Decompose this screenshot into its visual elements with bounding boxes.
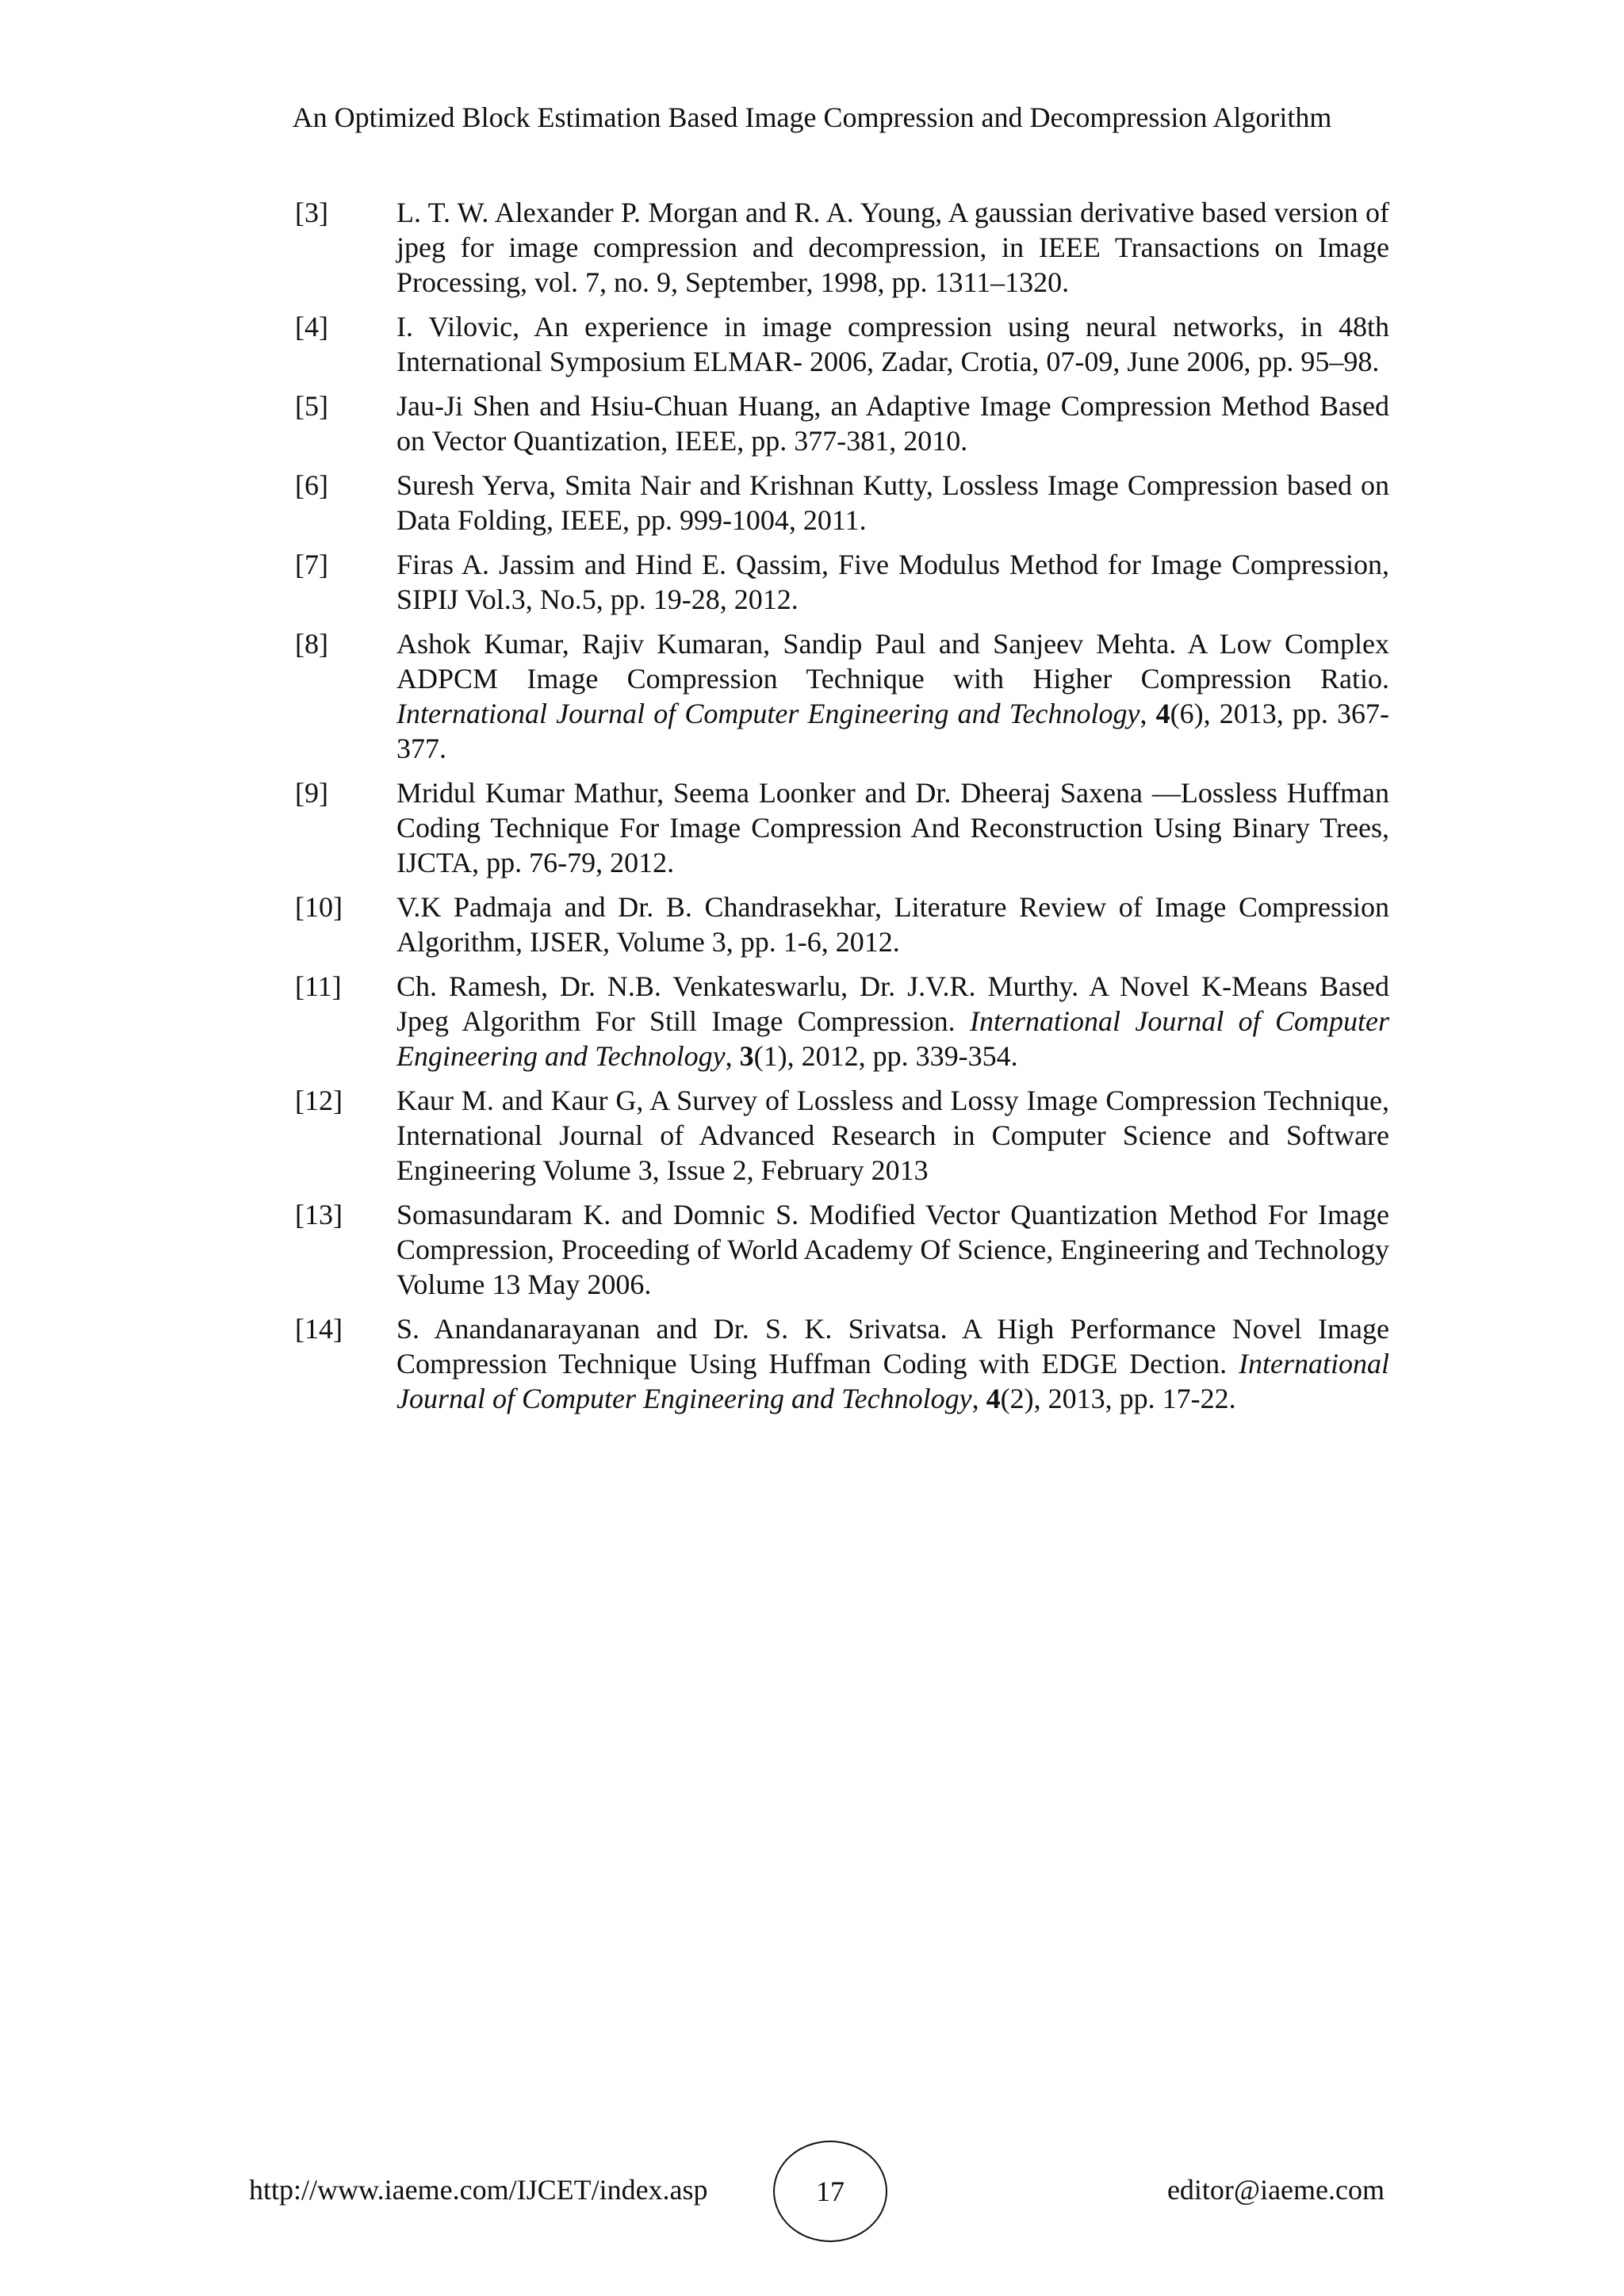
reference-text-segment: S. Anandanarayanan and Dr. S. K. Srivatsa. A High Performance Novel Image Compression Technique Using Huffman Coding with EDGE Dection. xyxy=(396,1313,1389,1380)
reference-text-segment: (1), 2012, pp. 339-354. xyxy=(753,1040,1018,1072)
reference-text-segment: , xyxy=(971,1383,986,1414)
reference-item xyxy=(295,1197,1389,1302)
reference-text-segment: (6), 2013, pp. 367-377. xyxy=(396,698,1390,764)
page-number-badge xyxy=(773,2141,887,2242)
volume-number: 4 xyxy=(1155,698,1170,729)
reference-item xyxy=(295,890,1389,959)
reference-item xyxy=(295,388,1389,458)
page-footer xyxy=(0,2141,1624,2252)
reference-list xyxy=(295,195,1389,1425)
page-number: 17 xyxy=(816,2175,845,2207)
reference-item xyxy=(295,547,1389,617)
reference-number: [6] xyxy=(295,469,328,501)
reference-number: [9] xyxy=(295,777,328,809)
reference-text-segment: Somasundaram K. and Domnic S. Modified Vector Quantization Method For Image Compression, Proceeding of World Academy Of Science, Engineering and Technology Volume 13 May 2006. xyxy=(396,1199,1389,1300)
reference-text-segment: L. T. W. Alexander P. Morgan and R. A. Young, A gaussian derivative based version of jpeg for image compression and decompression, in IEEE Transactions on Image Processing, vol. 7, no. 9, September, 1998, pp. 1311–1320. xyxy=(396,197,1389,298)
reference-text xyxy=(396,1311,1389,1416)
reference-number: [7] xyxy=(295,549,328,580)
footer-email[interactable]: editor@iaeme.com xyxy=(1166,2174,1385,2206)
reference-text-segment: , xyxy=(1139,698,1156,729)
running-header xyxy=(0,98,1624,136)
volume-number: 4 xyxy=(986,1383,1001,1414)
reference-text xyxy=(396,775,1389,880)
reference-text-segment: Ashok Kumar, Rajiv Kumaran, Sandip Paul and Sanjeev Mehta. A Low Complex ADPCM Image Compression Technique with Higher Compression Ratio. xyxy=(396,628,1389,695)
reference-item xyxy=(295,309,1389,379)
journal-title: International Journal of Computer Engineering and Technology xyxy=(396,1348,1389,1414)
reference-item xyxy=(295,1311,1389,1416)
reference-number: [8] xyxy=(295,628,328,660)
reference-text xyxy=(396,1083,1389,1188)
journal-title: International Journal of Computer Engineering and Technology xyxy=(396,698,1140,729)
running-header-title: An Optimized Block Estimation Based Image Compression and Decompression Algorithm xyxy=(292,101,1332,133)
reference-number: [5] xyxy=(295,390,328,422)
reference-text-segment: I. Vilovic, An experience in image compression using neural networks, in 48th International Symposium ELMAR- 2006, Zadar, Crotia, 07-09, June 2006, pp. 95–98. xyxy=(396,311,1389,377)
reference-text xyxy=(396,468,1389,538)
reference-item xyxy=(295,195,1389,300)
reference-number: [13] xyxy=(295,1199,343,1230)
reference-number: [11] xyxy=(295,970,342,1002)
reference-text-segment: Mridul Kumar Mathur, Seema Loonker and Dr. Dheeraj Saxena ―Lossless Huffman Coding Technique For Image Compression And Reconstruction Using Binary Trees, IJCTA, pp. 76-79, 2012. xyxy=(396,777,1389,878)
reference-number: [12] xyxy=(295,1085,343,1116)
reference-number: [10] xyxy=(295,891,343,923)
reference-text-segment: Ch. Ramesh, Dr. N.B. Venkateswarlu, Dr. J.V.R. Murthy. A Novel K-Means Based Jpeg Algorithm For Still Image Compression. xyxy=(396,970,1389,1037)
reference-text-segment: (2), 2013, pp. 17-22. xyxy=(1000,1383,1236,1414)
reference-number: [14] xyxy=(295,1313,343,1345)
reference-item xyxy=(295,468,1389,538)
footer-url[interactable]: http://www.iaeme.com/IJCET/index.asp xyxy=(249,2174,708,2206)
volume-number: 3 xyxy=(739,1040,754,1072)
reference-text xyxy=(396,547,1389,617)
reference-text-segment: Suresh Yerva, Smita Nair and Krishnan Kutty, Lossless Image Compression based on Data Folding, IEEE, pp. 999-1004, 2011. xyxy=(396,469,1389,536)
reference-item xyxy=(295,626,1389,766)
reference-text xyxy=(396,195,1389,300)
reference-text-segment: Kaur M. and Kaur G, A Survey of Lossless and Lossy Image Compression Technique, International Journal of Advanced Research in Computer Science and Software Engineering Volume 3, Issue 2, February 2013 xyxy=(396,1085,1389,1186)
reference-item xyxy=(295,1083,1389,1188)
reference-text xyxy=(396,309,1389,379)
reference-text xyxy=(396,1197,1389,1302)
reference-text xyxy=(396,388,1389,458)
reference-item xyxy=(295,969,1389,1073)
reference-item xyxy=(295,775,1389,880)
reference-text-segment: V.K Padmaja and Dr. B. Chandrasekhar, Literature Review of Image Compression Algorithm, IJSER, Volume 3, pp. 1-6, 2012. xyxy=(396,891,1389,958)
reference-text xyxy=(396,890,1389,959)
journal-title: International Journal of Computer Engineering and Technology xyxy=(396,1005,1390,1072)
reference-number: [3] xyxy=(295,197,328,228)
reference-text xyxy=(396,626,1389,766)
reference-text-segment: Jau-Ji Shen and Hsiu-Chuan Huang, an Adaptive Image Compression Method Based on Vector Quantization, IEEE, pp. 377-381, 2010. xyxy=(396,390,1389,457)
reference-text-segment: Firas A. Jassim and Hind E. Qassim, Five Modulus Method for Image Compression, SIPIJ Vol.3, No.5, pp. 19-28, 2012. xyxy=(396,549,1389,615)
reference-text xyxy=(396,969,1389,1073)
reference-text-segment: , xyxy=(725,1040,740,1072)
reference-number: [4] xyxy=(295,311,328,342)
